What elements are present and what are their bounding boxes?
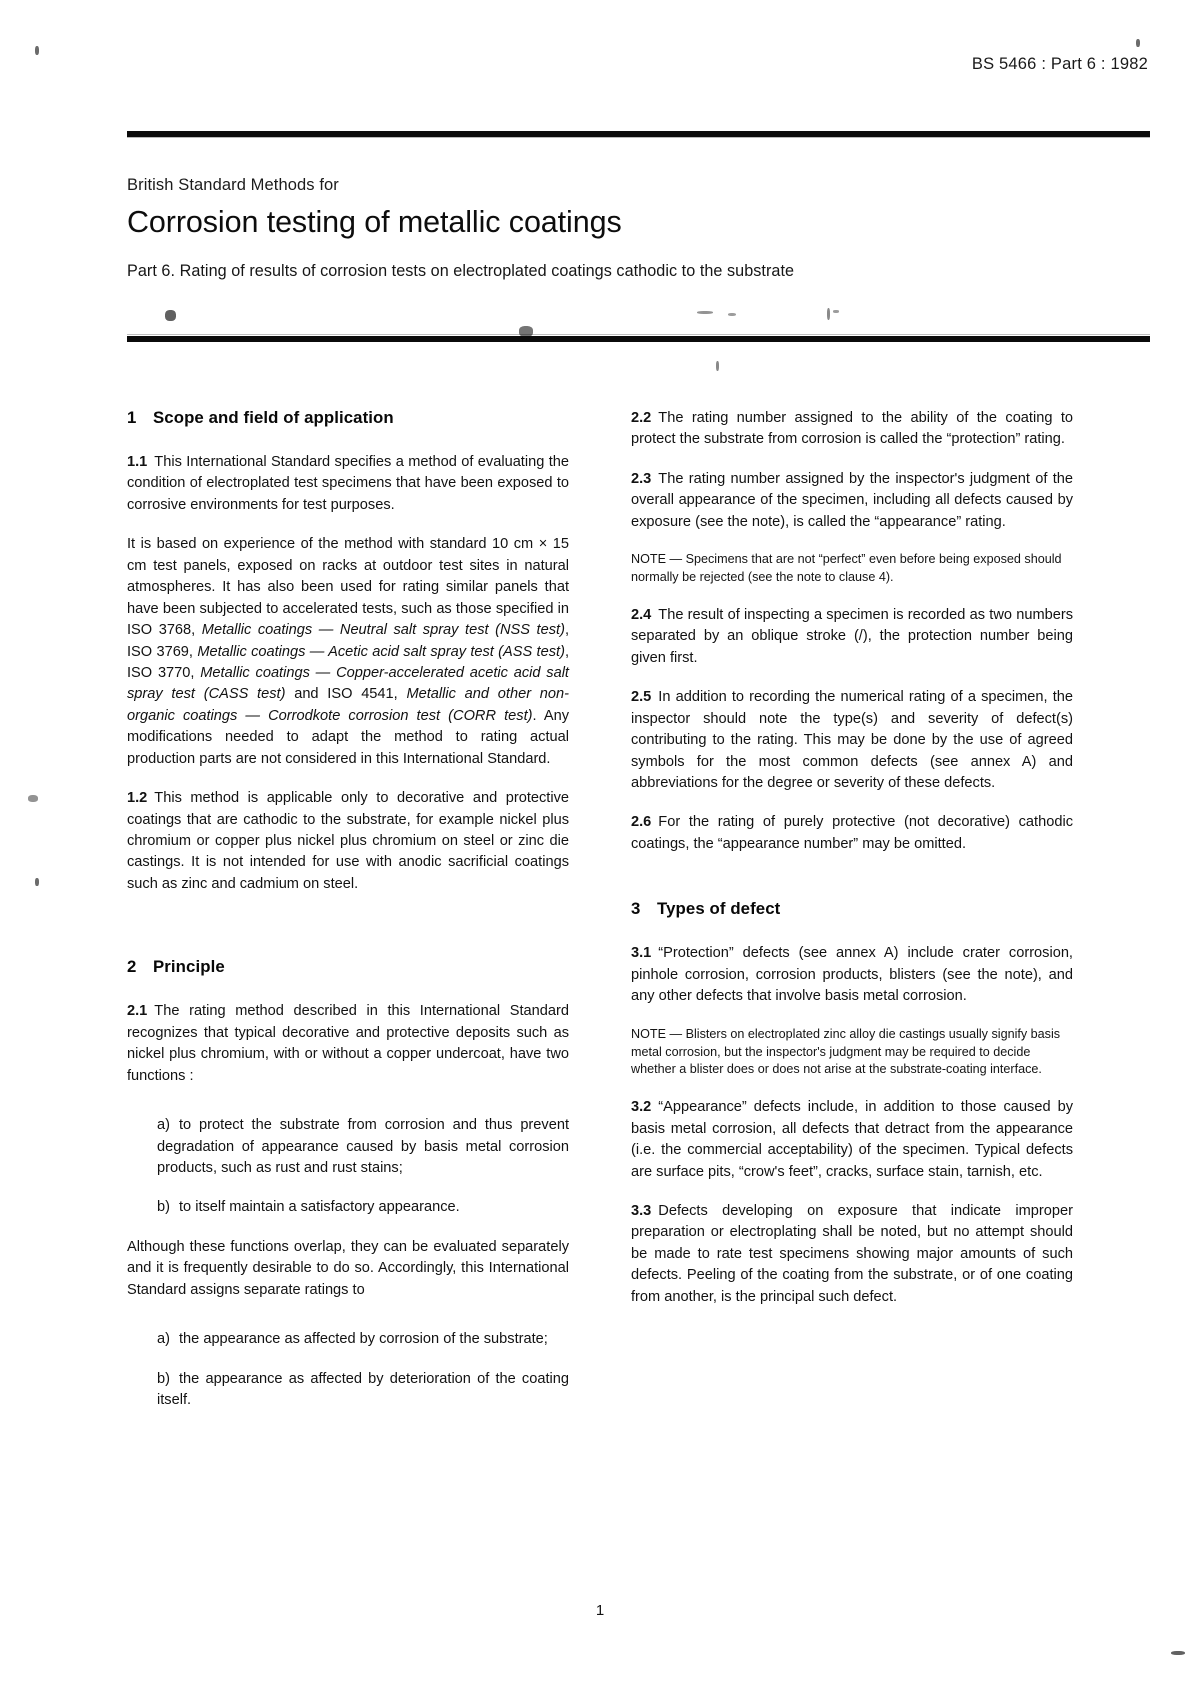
header-rule-bottom (127, 336, 1150, 342)
clause-number-2-4: 2.4 (631, 606, 652, 623)
standard-title-iso3770: Metallic coatings — Copper-accelerated acetic acid salt spray test (CASS test) (127, 664, 569, 703)
list-spacer (127, 1319, 569, 1329)
clause-3-3 (631, 1201, 1073, 1308)
clause-2-4 (631, 605, 1073, 669)
right-column (631, 408, 1073, 1308)
title-block (127, 176, 1150, 281)
section-title-2: Principle (153, 957, 225, 977)
section-number-1: 1 (127, 408, 137, 427)
list-item (127, 1369, 569, 1412)
clause-text-2-1: The rating method described in this International Standard recognizes that typical decorative and protective deposits such as nickel plus chromium, with or without a copper undercoat, have two functions : (127, 1003, 569, 1084)
para-lead: It is based on experience of the method with standard 10 cm × 15 cm test panels, exposed on racks at outdoor test sites in natural atmospheres. It has also been used for rating similar panels that have been subjected to accelerated tests, such as those specified in ISO 3768, (127, 536, 569, 639)
list-spacer (127, 1105, 569, 1115)
section-title-1: Scope and field of application (153, 408, 394, 427)
clause-text-3-3: Defects developing on exposure that indicate improper preparation or electroplating shall be noted, but no attempt should be made to rate test specimens showing major amounts of such defects. Peeling of the coating from the substrate, or of one coating from another, is the principal such defect. (631, 1203, 1073, 1305)
paragraph-although: Although these functions overlap, they can be evaluated separately and it is frequently desirable to do so. Accordingly, this International Standard assigns separate ratings to (127, 1238, 569, 1298)
clause-number-3-1: 3.1 (631, 945, 652, 962)
clause-2-6 (631, 812, 1073, 855)
para-tail: . Any modifications needed to adapt the method to rating actual production parts are not considered in this International Standard. (127, 707, 569, 767)
scan-artifact (1136, 39, 1140, 47)
clause-text-2-4: The result of inspecting a specimen is recorded as two numbers separated by an oblique stroke (/), the protection number being given first. (631, 606, 1073, 666)
list-label: b) (157, 1199, 170, 1216)
clause-text-2-3: The rating number assigned by the inspector's judgment of the overall appearance of the specimen, including all defects caused by exposure (see the note), is called the “appearance” rating. (631, 470, 1073, 530)
list-label: b) (157, 1370, 170, 1387)
clause-number-1-2: 1.2 (127, 790, 148, 807)
scan-artifact (728, 313, 736, 316)
scan-artifact (28, 795, 38, 802)
clause-number-2-3: 2.3 (631, 470, 652, 487)
clause-3-1 (631, 943, 1073, 1007)
scan-artifact (1171, 1651, 1185, 1655)
clause-2-1 (127, 1001, 569, 1087)
clause-number-2-5: 2.5 (631, 689, 652, 706)
list-label: a) (157, 1331, 170, 1348)
clause-1-2 (127, 788, 569, 895)
scan-artifact (35, 46, 39, 55)
note-2-3: NOTE — Specimens that are not “perfect” even before being exposed should normally be rejected (see the note to clause 4). (631, 552, 1062, 585)
clause-text-3-1: “Protection” defects (see annex A) include crater corrosion, pinhole corrosion, corrosion products, blisters (see the note), and any other defects that involve basis metal corrosion. (631, 945, 1073, 1005)
section-heading-1 (127, 408, 569, 428)
clause-3-2 (631, 1097, 1073, 1183)
clause-text-3-2: “Appearance” defects include, in addition to those caused by basis metal corrosion, all defects that detract from the appearance (i.e. the commercial acceptability) of the specimen. Typical defects are surface pits, “crow's feet”, cracks, surface stain, tarnish, etc. (631, 1099, 1073, 1180)
clause-number-3-3: 3.3 (631, 1203, 652, 1219)
scan-artifact (827, 308, 830, 320)
section-number-2: 2 (127, 957, 137, 977)
list-text: the appearance as affected by corrosion of the substrate; (178, 1331, 548, 1348)
clause-1-1 (127, 452, 569, 516)
clause-number-1-1: 1.1 (127, 454, 148, 470)
paragraph-experience (127, 534, 569, 770)
para-mid-3: and ISO 4541, (285, 686, 407, 703)
list-text: to protect the substrate from corrosion and thus prevent degradation of appearance caused by basis metal corrosion products, such as rust and rust stains; (157, 1117, 569, 1176)
section-title-3: Types of defect (657, 899, 781, 919)
left-column (127, 408, 569, 1429)
section-heading-2 (127, 957, 569, 977)
header-rule-top (127, 131, 1150, 137)
scan-artifact (716, 361, 719, 371)
scan-artifact (833, 310, 839, 313)
clause-text-2-2: The rating number assigned to the ability of the coating to protect the substrate from corrosion is called the “protection” rating. (631, 410, 1073, 448)
para-mid-1: , ISO 3769, (127, 622, 569, 660)
clause-number-2-2: 2.2 (631, 410, 652, 426)
clause-text-2-5: In addition to recording the numerical rating of a specimen, the inspector should note the type(s) and severity of defect(s) contributing to the rating. This may be done by the use of agreed symbols for the most common defects (see annex A) and abbreviations for the degree or severity of these defects. (631, 689, 1073, 791)
note-3-1: NOTE — Blisters on electroplated zinc alloy die castings usually signify basis metal corrosion, but the inspector's judgment may be required to decide whether a blister does or does not arise at the substrate-coating interface. (631, 1026, 1061, 1077)
standard-eyebrow: British Standard Methods for (127, 176, 339, 194)
standard-title-iso3769: Metallic coatings — Acetic acid salt spray test (ASS test) (197, 643, 565, 660)
section-spacer (631, 873, 1073, 899)
clause-2-3 (631, 469, 1073, 533)
clause-text-1-1: This International Standard specifies a method of evaluating the condition of electroplated test specimens that have been exposed to corrosive environments for test purposes. (127, 454, 569, 513)
scan-artifact (165, 310, 176, 321)
page-number: 1 (595, 1602, 605, 1619)
document-reference: BS 5466 : Part 6 : 1982 (971, 55, 1148, 73)
list-item (127, 1115, 569, 1179)
list-item (127, 1197, 569, 1218)
clause-number-2-6: 2.6 (631, 814, 652, 831)
clause-number-2-1: 2.1 (127, 1003, 148, 1020)
part-subtitle: Part 6. Rating of results of corrosion tests on electroplated coatings cathodic to the substrate (127, 262, 795, 280)
section-heading-3 (631, 899, 1073, 919)
clause-number-3-2: 3.2 (631, 1099, 652, 1116)
list-item (127, 1329, 569, 1350)
list-text: the appearance as affected by deterioration of the coating itself. (157, 1370, 569, 1408)
clause-text-2-6: For the rating of purely protective (not decorative) cathodic coatings, the “appearance number” may be omitted. (631, 814, 1073, 852)
scan-artifact (35, 878, 39, 886)
clause-text-1-2: This method is applicable only to decorative and protective coatings that are cathodic to the substrate, for example nickel plus chromium or copper plus nickel plus chromium on steel or zinc die castings. It is not intended for use with anodic sacrificial coatings such as zinc and cadmium on steel. (127, 790, 569, 892)
page-title: Corrosion testing of metallic coatings (127, 205, 622, 239)
scan-artifact (697, 311, 713, 314)
clause-2-2 (631, 408, 1073, 451)
list-text: to itself maintain a satisfactory appearance. (178, 1199, 460, 1216)
section-spacer (127, 913, 569, 957)
list-label: a) (157, 1117, 170, 1134)
para-mid-2: , ISO 3770, (127, 643, 569, 681)
clause-2-5 (631, 687, 1073, 794)
section-number-3: 3 (631, 899, 641, 919)
body-columns (127, 408, 1073, 1429)
standard-title-iso4541: Metallic and other non-organic coatings — Corrodkote corrosion test (CORR test) (127, 686, 570, 724)
standard-title-iso3768: Metallic coatings — Neutral salt spray test (NSS test) (201, 622, 565, 639)
